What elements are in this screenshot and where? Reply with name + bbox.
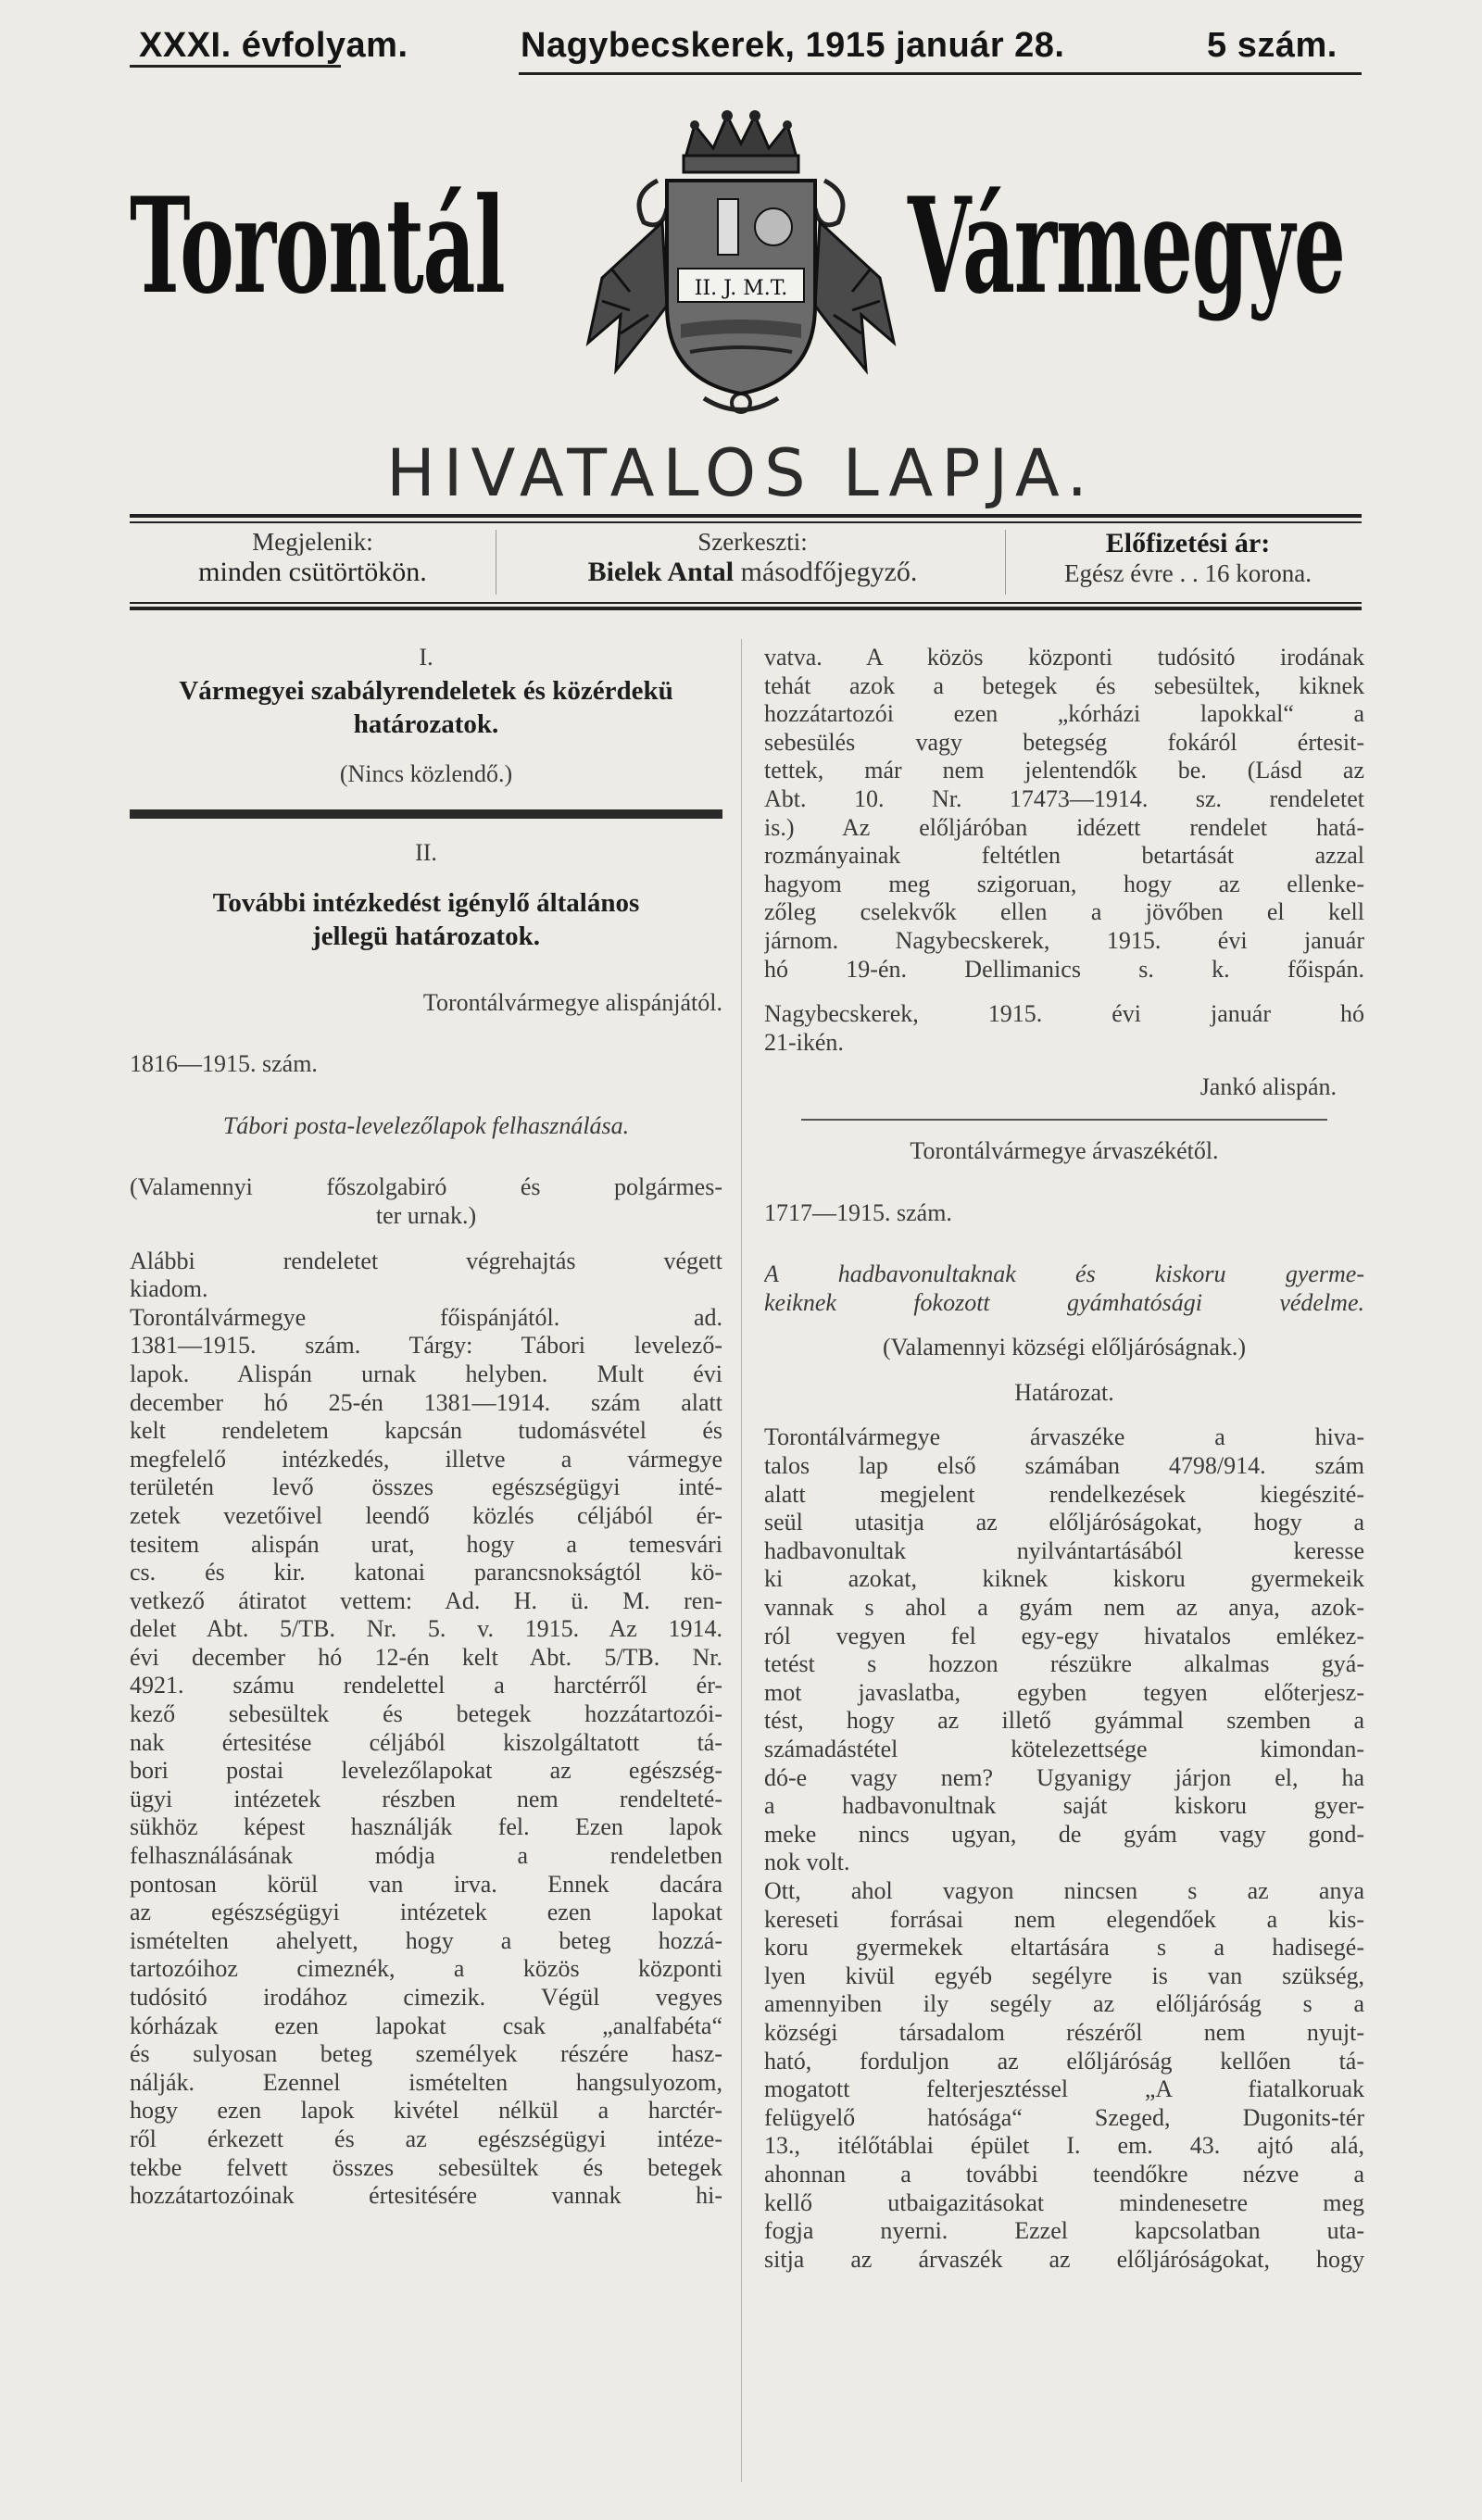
body-line: hó 19-én. Dellimanics s. k. főispán. (764, 955, 1364, 983)
body-line: tettek, már nem jelentendők be. (Lásd az (764, 757, 1364, 784)
section-2-number-ref: 1816—1915. szám. (130, 1050, 318, 1078)
section-2-number: II. (415, 838, 437, 866)
section-2-subject: Tábori posta-levelezőlapok felhasználása. (222, 1111, 630, 1139)
body-line: pontosan körül van irva. Ennek dacára (130, 1870, 722, 1898)
issue-number: 5 szám. (1207, 26, 1338, 65)
body-line: ról vegyen fel egy-egy hivatalos emlékez- (764, 1622, 1364, 1649)
body-line: 1381—1915. szám. Tárgy: Tábori levelező- (130, 1332, 722, 1360)
section-2-from: Torontálvármegye alispánjától. (422, 988, 722, 1016)
body-line: ki azokat, kiknek kiskoru gyermekeik (764, 1565, 1364, 1593)
body-line: területén levő összes egészségügyi inté- (130, 1473, 722, 1501)
body-line: hozzátartozói ezen „kórházi lapokkal“ a (764, 700, 1364, 728)
body-line: nálják. Ezennel ismételten hangsulyozom, (130, 2068, 722, 2096)
info-rule-bottom (130, 607, 1362, 610)
body-line: hadbavonultak nyilvántartásából keresse (764, 1536, 1364, 1564)
body-line: tekbe felvett összes sebesültek és betegek (130, 2153, 722, 2181)
date-line-2: 21-ikén. (764, 1028, 844, 1056)
body-line: seül utasitja az előljáróságokat, hogy a (764, 1509, 1364, 1536)
section-separator (130, 809, 722, 819)
editor-name: Bielek Antal (587, 557, 735, 587)
subscription-value: Egész évre . . 16 korona. (1064, 559, 1312, 587)
resolution-heading: Határozat. (1014, 1378, 1114, 1406)
body-line: megfelelő intézkedés, illetve a vármegye (130, 1445, 722, 1473)
body-line: lyen kivül egyéb segélyre is van szükség, (764, 1962, 1364, 1989)
body-line: Torontálvármegye árvaszéke a hiva- (764, 1423, 1364, 1451)
body-line: tehát azok a betegek és sebesültek, kiknek (764, 671, 1364, 699)
body-line: vetkező átiratot vettem: Ad. H. ü. M. ren- (130, 1586, 722, 1614)
body-line: ismételten ahelyett, hogy a beteg hozzá- (130, 1926, 722, 1954)
body-line: mogatott felterjesztéssel „A fiatalkoruak (764, 2075, 1364, 2103)
body-line: sükhöz képest használják fel. Ezen lapok (130, 1813, 722, 1841)
subscription-label: Előfizetési ár: (1105, 528, 1271, 558)
editor-label: Szerkeszti: (697, 528, 808, 556)
body-line: lapok. Alispán urnak helyben. Mult évi (130, 1360, 722, 1387)
body-line: tesitem alispán urat, hogy a temesvári (130, 1530, 722, 1558)
info-rule-bottom-thin (130, 602, 1362, 604)
body-line: kórházak ezen lapokat csak „analfabéta“ (130, 2012, 722, 2039)
body-line: cs. és kir. katonai parancsnokságtól kö- (130, 1559, 722, 1586)
section-1-number: I. (419, 644, 433, 671)
body-line: Ott, ahol vagyon nincsen s az anya (764, 1876, 1364, 1904)
body-line: koru gyermekek eltartására s a hadisegé- (764, 1934, 1364, 1962)
info-rule-top-thin (130, 521, 1362, 523)
right-body-text-a (764, 644, 1364, 984)
body-line: vannak s ahol a gyám nem az anya, azok- (764, 1594, 1364, 1622)
body-line: ahonnan a további teendőkre nézve a (764, 2160, 1364, 2188)
body-line: is.) Az előljáróban idézett rendelet hatá- (764, 813, 1364, 841)
body-line: ügyi intézetek részben nem rendelteté- (130, 1785, 722, 1812)
body-line: hogy ezen lapok kivétel nélkül a harctér- (130, 2097, 722, 2125)
body-line: számadástétel kötelezettsége kimondan- (764, 1736, 1364, 1762)
body-line: nok volt. (764, 1849, 850, 1876)
section-1-title-line-2: határozatok. (353, 710, 499, 739)
body-line: ható, forduljon az előljáróság kellően tá- (764, 2047, 1364, 2075)
section-2-title-line-1: További intézkedést igénylő általános (212, 888, 640, 918)
body-line: hozzátartozóinak értesitésére vannak hi- (130, 2182, 722, 2210)
body-line: kellő utbaigazitásokat mindenesetre meg (764, 2188, 1364, 2216)
volume-label: XXXI. évfolyam. (139, 26, 408, 65)
place-date: Nagybecskerek, 1915 január 28. (521, 26, 1065, 65)
body-line: december hó 25-én 1381—1914. szám alatt (130, 1388, 722, 1416)
body-line: bori postai levelezőlapokat az egészség- (130, 1757, 722, 1785)
body-line: kező sebesültek és betegek hozzátartozói- (130, 1700, 722, 1728)
section-3-number-ref: 1717—1915. szám. (764, 1198, 952, 1226)
coat-of-arms-emblem (574, 93, 908, 426)
body-line: sitja az árvaszék az előljáróságokat, hogy (764, 2245, 1364, 2273)
body-line: tetést s hozzon részükre alkalmas gyá- (764, 1650, 1364, 1678)
body-line: évi december hó 12-én kelt Abt. 5/TB. Nr. (130, 1643, 722, 1671)
body-line: községi társadalom részéről nem nyujt- (764, 2018, 1364, 2046)
column-divider (741, 639, 742, 2482)
body-line: felhasználásának módja a rendeletben (130, 1842, 722, 1870)
body-line: fogja nyerni. Ezzel kapcsolatban uta- (764, 2217, 1364, 2245)
body-line: dó-e vagy nem? Ugyanigy járjon el, ha (764, 1763, 1364, 1791)
section-1-title-line-1: Vármegyei szabályrendeletek és közérdekü (179, 677, 673, 706)
body-line: Torontálvármegye főispánjától. ad. (130, 1303, 722, 1331)
body-line: zőleg cselekvők ellen a jövőben el kell (764, 898, 1364, 926)
body-line: felügyelő hatósága“ Szeged, Dugonits-tér (764, 2103, 1364, 2131)
right-column (764, 644, 1364, 2274)
body-line: és sulyosan beteg személyek részére hasz- (130, 2040, 722, 2068)
crest-label: II. J. M.T. (694, 277, 788, 300)
body-line: tudósitó irodához cimezik. Végül vegyes (130, 1984, 722, 2011)
body-line: kelt rendeletem kapcsán tudomásvétel és (130, 1417, 722, 1445)
body-line: vatva. A közös központi tudósitó irodának (764, 644, 1364, 671)
body-line: rozmányainak feltétlen betartását azzal (764, 842, 1364, 870)
editor-block (500, 528, 1005, 588)
body-line: talos lap első számában 4798/914. szám (764, 1452, 1364, 1480)
body-line: 4921. számu rendelettel a harctérről ér- (130, 1672, 722, 1699)
right-separator (801, 1119, 1327, 1121)
crown-icon (684, 110, 798, 172)
section-3-addressee: (Valamennyi községi előljáróságnak.) (882, 1334, 1247, 1361)
editor-title: másodfőjegyző. (740, 557, 918, 587)
body-line: kereseti forrásai nem elegendőek a kis- (764, 1905, 1364, 1933)
masthead-right-word: Vármegye (908, 169, 1345, 323)
section-3-subject-line-1: A hadbavonultaknak és kiskoru gyerme- (764, 1260, 1364, 1288)
info-rule-top (130, 514, 1362, 518)
section-1-note: (Nincs közlendő.) (339, 760, 513, 787)
eagle-right-icon (815, 222, 894, 370)
body-line: az egészségügyi intézetek ezen lapokat (130, 1899, 722, 1926)
section-2-title-line-2: jellegü határozatok. (312, 921, 540, 951)
eagle-left-icon (588, 222, 667, 370)
body-line: a hadbavonultnak saját kiskoru gyer- (764, 1792, 1364, 1820)
body-line: meke nincs ugyan, de gyám vagy gond- (764, 1820, 1364, 1848)
body-line: tést, hogy az illető gyámmal szemben a (764, 1707, 1364, 1735)
header-rule (519, 72, 1362, 75)
section-3-from: Torontálvármegye árvaszékétől. (910, 1136, 1219, 1164)
appears-value: minden csütörtökön. (198, 557, 427, 587)
body-line: tartozóihoz cimeznék, a közös központi (130, 1955, 722, 1983)
appears-block (130, 528, 496, 588)
body-line: Alábbi rendeletet végrehajtás végett (130, 1247, 722, 1274)
section-3-subject-line-2: keiknek fokozott gyámhatósági védelme. (764, 1288, 1364, 1316)
header-rule-left (130, 65, 341, 68)
body-line: járnom. Nagybecskerek, 1915. évi január (764, 926, 1364, 954)
body-line: sebesülés vagy betegség fokáról értesit- (764, 728, 1364, 756)
body-line: zetek vezetőivel leendő közlés céljából ér- (130, 1501, 722, 1529)
left-column (130, 644, 722, 2211)
body-line: amennyiben ily segély az előljáróság s a (764, 1990, 1364, 2018)
body-line: kiadom. (130, 1275, 208, 1303)
body-line: nak értesitése céljából kiszolgáltatott tá- (130, 1728, 722, 1756)
section-2-addressee-line-2: ter urnak.) (375, 1201, 477, 1229)
left-body-text (130, 1247, 722, 2211)
masthead-left-word: Torontál (130, 169, 505, 323)
subscription-block (1010, 528, 1366, 588)
info-divider-2 (1005, 530, 1006, 595)
body-line: ről érkezett és az egészségügyi intéze- (130, 2125, 722, 2152)
masthead-subtitle: HIVATALOS LAPJA. (386, 435, 1096, 511)
body-line: mot javaslatba, egyben tegyen előterjesz- (764, 1678, 1364, 1706)
date-line-1: Nagybecskerek, 1915. évi január hó (764, 1000, 1364, 1028)
body-line: delet Abt. 5/TB. Nr. 5. v. 1915. Az 1914. (130, 1615, 722, 1643)
body-line: hagyom meg szigoruan, hogy az ellenke- (764, 870, 1364, 897)
body-line: alatt megjelent rendelkezések kiegészité- (764, 1480, 1364, 1508)
body-line: 13., itélőtáblai épület I. em. 43. ajtó alá, (764, 2132, 1364, 2160)
signature: Jankó alispán. (1199, 1073, 1337, 1101)
right-body-text-b (764, 1423, 1364, 2274)
body-line: Abt. 10. Nr. 17473—1914. sz. rendeletet (764, 784, 1364, 812)
appears-label: Megjelenik: (252, 528, 373, 556)
section-2-addressee-line-1: (Valamennyi főszolgabiró és polgármes- (130, 1173, 722, 1201)
